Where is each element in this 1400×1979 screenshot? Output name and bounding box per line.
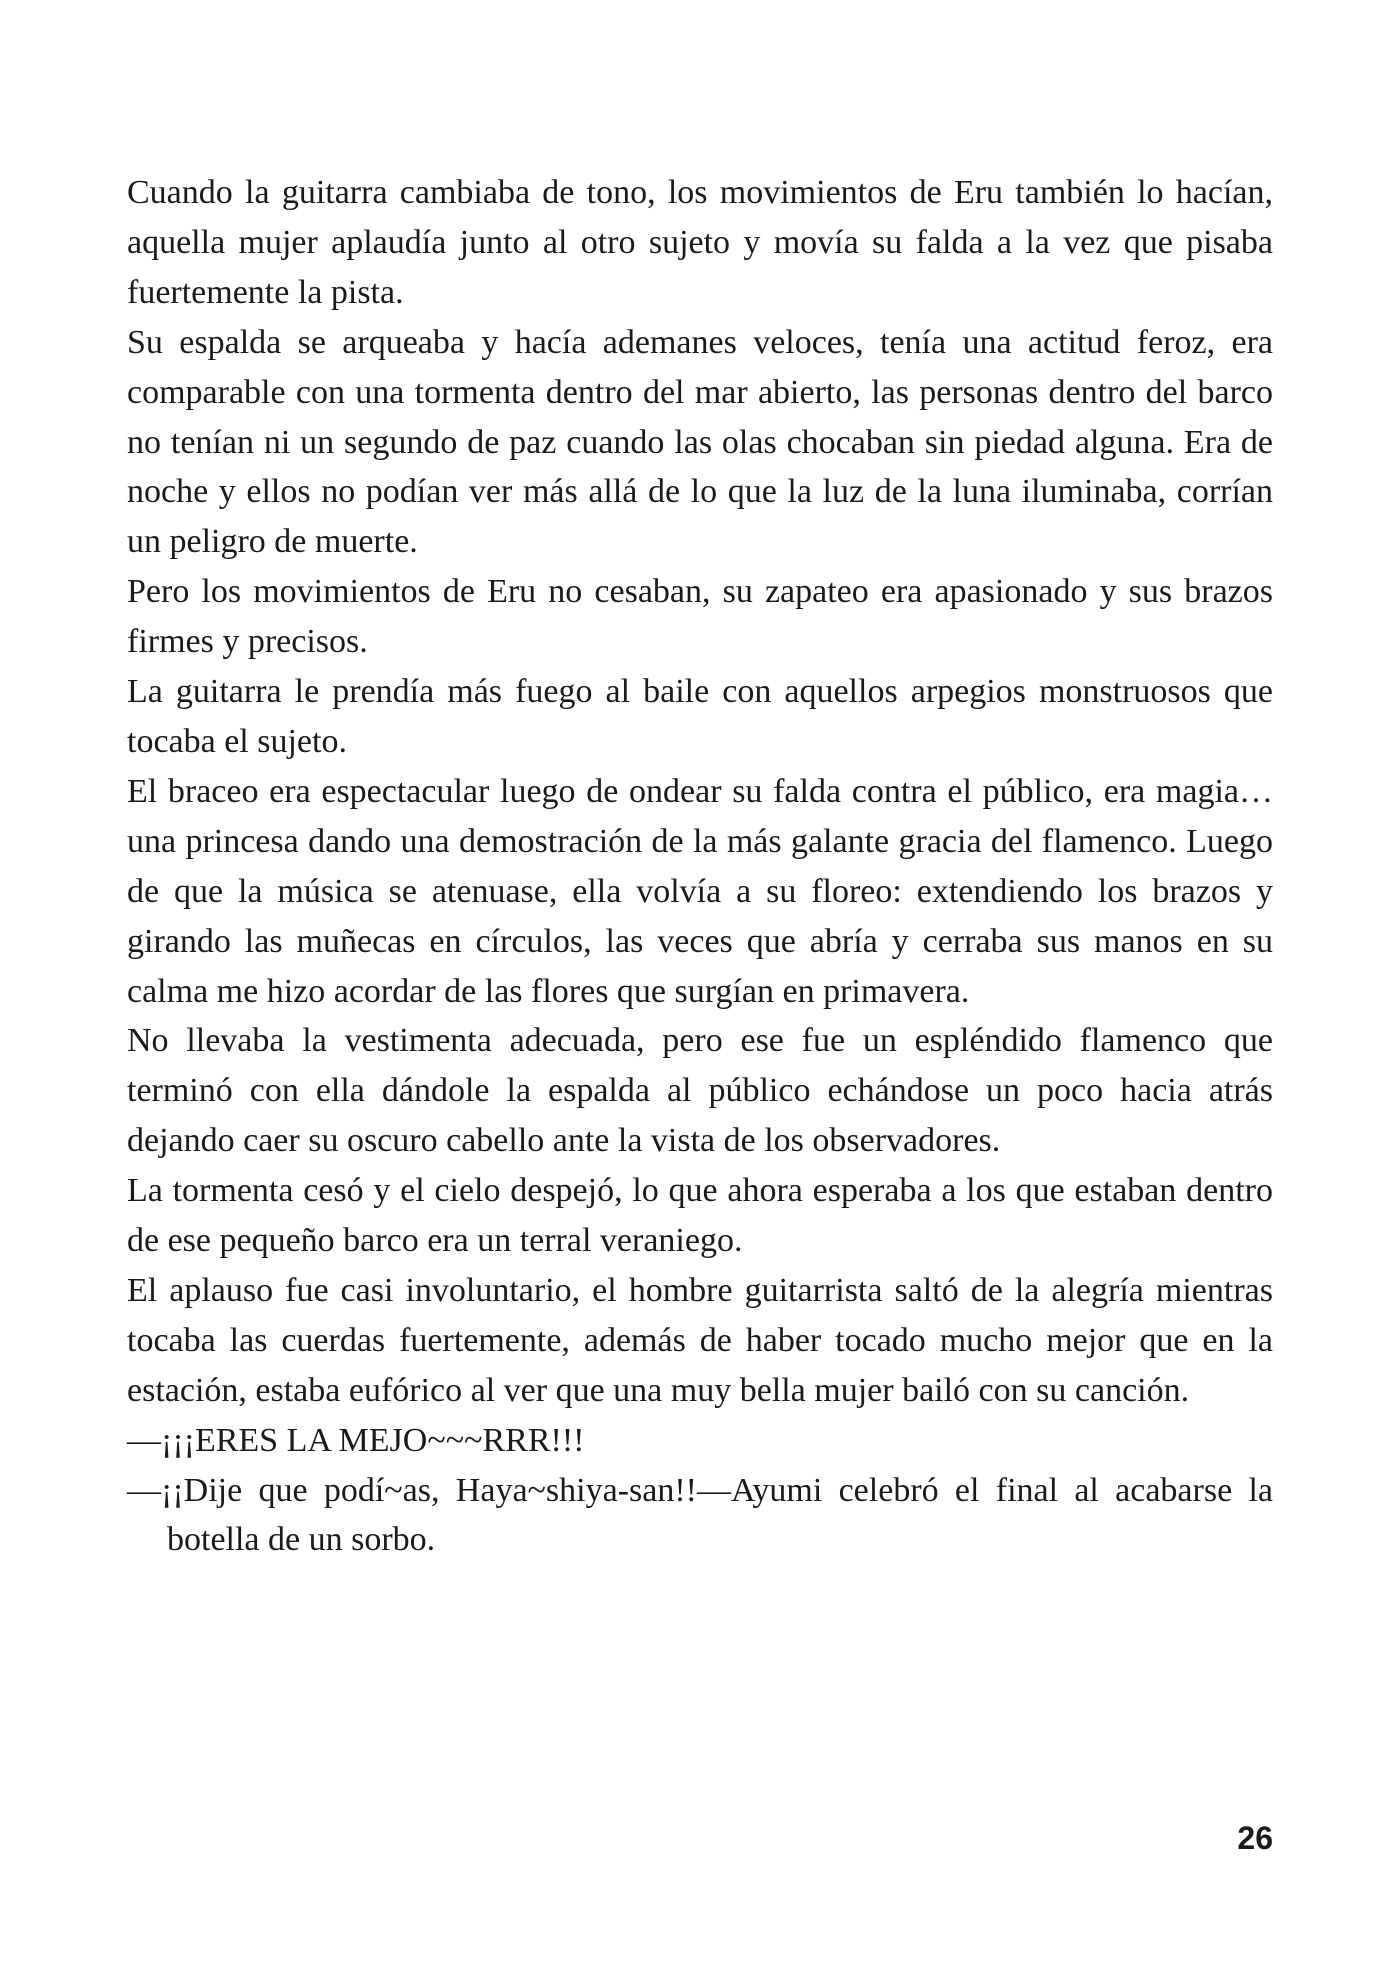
paragraph: No llevaba la vestimenta adecuada, pero ese fue un espléndido flamenco que terminó con ella dándole la espalda al público echándose un poco hacia atrás dejando caer su oscuro cabello ante la vista de los observadores. (127, 1022, 1273, 1160)
paragraph: Su espalda se arqueaba y hacía ademanes veloces, tenía una actitud feroz, era comparable con una tormenta dentro del mar abierto, las personas dentro del barco no tenían ni un segundo de paz cuando las olas chocaban sin piedad alguna. Era de noche y ellos no podían ver más allá de lo que la luz de la luna iluminaba, corrían un peligro de muerte. (127, 323, 1273, 561)
paragraph: La tormenta cesó y el cielo despejó, lo que ahora esperaba a los que estaban dentro de ese pequeño barco era un terral veraniego. (127, 1172, 1273, 1260)
paragraph: El aplauso fue casi involuntario, el hombre guitarrista saltó de la alegría mientras tocaba las cuerdas fuertemente, además de haber tocado mucho mejor que en la estación, estaba eufórico al ver que una muy bella mujer bailó con su canción. (127, 1271, 1273, 1409)
dialogue-line: —¡¡¡ERES LA MEJO~~~RRR!!! (127, 1421, 585, 1459)
dialogue-line: —¡¡Dije que podí~as, Haya~shiya-san!!—Ayumi celebró el final al acabarse la botella de un sorbo. (127, 1471, 1273, 1559)
paragraph: La guitarra le prendía más fuego al baile con aquellos arpegios monstruosos que tocaba el sujeto. (127, 673, 1273, 760)
paragraph: Pero los movimientos de Eru no cesaban, su zapateo era apasionado y sus brazos firmes y precisos. (127, 573, 1273, 661)
paragraph: El braceo era espectacular luego de ondear su falda contra el público, era magia… una princesa dando una demostración de la más galante gracia del flamenco. Luego de que la música se atenuase, ella volvía a su floreo: extendiendo los brazos y girando las muñecas en círculos, las veces que abría y cerraba sus manos en su calma me hizo acordar de las flores que surgían en primavera. (127, 772, 1273, 1010)
page-number: 26 (1237, 1820, 1273, 1856)
body-text (127, 168, 1273, 1565)
paragraph: Cuando la guitarra cambiaba de tono, los movimientos de Eru también lo hacían, aquella mujer aplaudía junto al otro sujeto y movía su falda a la vez que pisaba fuertemente la pista. (127, 174, 1273, 311)
